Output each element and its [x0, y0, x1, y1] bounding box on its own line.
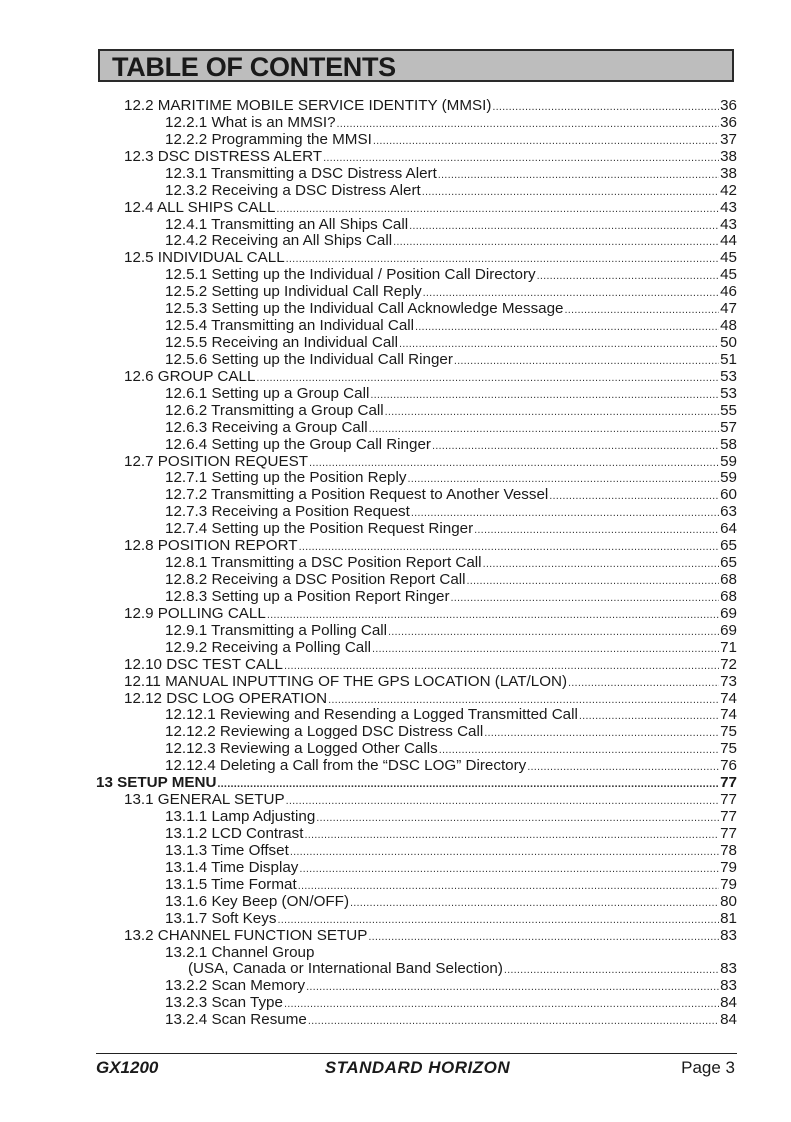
toc-entry-page: 77: [720, 791, 737, 809]
toc-leader-dots: [409, 220, 719, 233]
toc-entry-page: 36: [720, 113, 737, 131]
toc-entry[interactable]: [165, 351, 737, 368]
toc-leader-dots: [290, 846, 719, 859]
toc-entry-title: 12.5.6 Setting up the Individual Call Ringer: [165, 350, 453, 368]
toc-entry-page: 64: [720, 520, 737, 538]
toc-leader-dots: [372, 643, 719, 656]
toc-leader-dots: [306, 981, 719, 994]
toc-entry-page: 42: [720, 181, 737, 199]
toc-entry[interactable]: [165, 317, 737, 334]
toc-leader-dots: [439, 744, 719, 757]
toc-entry[interactable]: [124, 199, 737, 216]
toc-entry-page: 74: [720, 706, 737, 724]
toc-entry-title: 12.2.1 What is an MMSI?: [165, 113, 336, 131]
toc-entry[interactable]: [165, 588, 737, 605]
toc-entry[interactable]: [165, 977, 737, 994]
toc-leader-dots: [568, 677, 719, 690]
toc-entry-title: 12.3.1 Transmitting a DSC Distress Alert: [165, 164, 437, 182]
toc-entry[interactable]: [124, 148, 737, 165]
toc-entry[interactable]: [124, 791, 737, 808]
toc-entry[interactable]: [165, 740, 737, 757]
toc-entry[interactable]: [124, 537, 737, 554]
toc-entry-title: 12.2.2 Programming the MMSI: [165, 130, 372, 148]
toc-leader-dots: [537, 270, 719, 283]
toc-entry-title: 12.6.3 Receiving a Group Call: [165, 418, 368, 436]
toc-entry-title: 13.1.7 Soft Keys: [165, 909, 277, 927]
toc-entry-title: 12.10 DSC TEST CALL: [124, 655, 283, 673]
toc-leader-dots: [399, 338, 719, 351]
toc-entry-title: 12.7.3 Receiving a Position Request: [165, 503, 410, 521]
toc-leader-dots: [467, 575, 720, 588]
footer-divider: [96, 1053, 737, 1054]
toc-entry-title: 12.12.1 Reviewing and Resending a Logged Transmitted Call: [165, 706, 578, 724]
toc-entry-title: 12.5 INDIVIDUAL CALL: [124, 249, 285, 267]
toc-entry[interactable]: [165, 436, 737, 453]
toc-entry-page: 71: [720, 638, 737, 656]
toc-leader-dots: [323, 152, 719, 165]
toc-entry[interactable]: [188, 960, 737, 977]
toc-entry-title: 13.1 GENERAL SETUP: [124, 791, 285, 809]
toc-leader-dots: [373, 135, 719, 148]
toc-entry-page: 65: [720, 537, 737, 555]
toc-entry[interactable]: [165, 571, 737, 588]
toc-entry-page: 83: [720, 926, 737, 944]
toc-entry[interactable]: [124, 453, 737, 470]
toc-entry[interactable]: [124, 927, 737, 944]
toc-leader-dots: [492, 101, 719, 114]
toc-entry-title: 12.9.1 Transmitting a Polling Call: [165, 621, 388, 639]
toc-entry-title: 12.9.2 Receiving a Polling Call: [165, 638, 371, 656]
toc-leader-dots: [393, 236, 719, 249]
toc-entry-title: 12.7 POSITION REQUEST: [124, 452, 308, 470]
toc-entry[interactable]: [165, 893, 737, 910]
toc-entry-title: 12.7.1 Setting up the Position Reply: [165, 469, 407, 487]
toc-entry-title: 12.8.1 Transmitting a DSC Position Report Call: [165, 554, 482, 572]
toc-leader-dots: [350, 897, 719, 910]
toc-entry-page: 59: [720, 469, 737, 487]
toc-entry[interactable]: [165, 859, 737, 876]
toc-entry-title: 12.7.4 Setting up the Position Request Ringer: [165, 520, 474, 538]
toc-entry[interactable]: [165, 825, 737, 842]
toc-entry[interactable]: [124, 249, 737, 266]
footer-model: GX1200: [96, 1058, 159, 1077]
toc-entry[interactable]: [165, 334, 737, 351]
toc-entry[interactable]: [165, 266, 737, 283]
toc-leader-dots: [309, 457, 719, 470]
toc-entry-page: 45: [720, 266, 737, 284]
toc-entry[interactable]: [165, 283, 737, 300]
toc-entry[interactable]: [165, 622, 737, 639]
toc-entry-page: 79: [720, 858, 737, 876]
toc-leader-dots: [368, 931, 719, 944]
toc-entry-page: 53: [720, 367, 737, 385]
toc-entry-page: 53: [720, 384, 737, 402]
toc-entry-title: 12.2 MARITIME MOBILE SERVICE IDENTITY (MMSI): [124, 97, 492, 114]
toc-entry-title: 13.1.5 Time Format: [165, 875, 297, 893]
toc-entry[interactable]: [165, 520, 737, 537]
toc-leader-dots: [432, 440, 719, 453]
toc-entry-title: 12.4.1 Transmitting an All Ships Call: [165, 215, 409, 233]
toc-entry[interactable]: [165, 994, 737, 1011]
toc-leader-dots: [484, 727, 719, 740]
toc-entry[interactable]: [165, 910, 737, 927]
toc-entry-title: 13 SETUP MENU: [96, 774, 217, 792]
toc-leader-dots: [451, 592, 720, 605]
toc-leader-dots: [308, 1015, 719, 1028]
toc-entry-page: 75: [720, 723, 737, 741]
toc-entry-page: 77: [720, 774, 737, 792]
toc-entry-title: (USA, Canada or International Band Selection): [188, 960, 503, 978]
toc-entry-title: 12.4.2 Receiving an All Ships Call: [165, 232, 393, 250]
toc-entry-page: 68: [720, 587, 737, 605]
toc-entry-title: 12.6.4 Setting up the Group Call Ringer: [165, 435, 431, 453]
toc-entry-page: 63: [720, 503, 737, 521]
toc-leader-dots: [286, 795, 719, 808]
toc-entry-title: 12.12.4 Deleting a Call from the “DSC LOG” Directory: [165, 757, 527, 775]
toc-entry-title: 12.9 POLLING CALL: [124, 604, 266, 622]
footer-brand-logo: STANDARD HORIZON: [300, 1058, 535, 1078]
toc-entry-page: 75: [720, 740, 737, 758]
toc-entry-page: 74: [720, 689, 737, 707]
toc-entry-title: 12.5.2 Setting up Individual Call Reply: [165, 283, 422, 301]
toc-leader-dots: [504, 964, 719, 977]
toc-entry[interactable]: [124, 690, 737, 707]
toc-entry-page: 65: [720, 554, 737, 572]
toc-entry-title: 13.2.4 Scan Resume: [165, 1011, 307, 1029]
toc-leader-dots: [527, 761, 719, 774]
toc-entry-page: 57: [720, 418, 737, 436]
toc-entry-page: 72: [720, 655, 737, 673]
toc-entry-page: 68: [720, 571, 737, 589]
toc-entry[interactable]: [165, 639, 737, 656]
toc-entry-title: 12.8 POSITION REPORT: [124, 537, 298, 555]
toc-leader-dots: [286, 253, 719, 266]
toc-entry-page: 83: [720, 960, 737, 978]
toc-entry-title: 12.5.5 Receiving an Individual Call: [165, 334, 399, 352]
toc-entry-page: 80: [720, 892, 737, 910]
toc-entry-page: 83: [720, 977, 737, 995]
toc-entry[interactable]: [165, 842, 737, 859]
toc-leader-dots: [422, 186, 719, 199]
toc-entry[interactable]: [165, 419, 737, 436]
toc-entry[interactable]: [165, 706, 737, 723]
toc-entry[interactable]: [165, 385, 737, 402]
toc-entry[interactable]: [165, 944, 737, 961]
toc-leader-dots: [298, 880, 719, 893]
toc-entry-page: 44: [720, 232, 737, 250]
toc-entry-page: 43: [720, 215, 737, 233]
toc-entry[interactable]: [165, 723, 737, 740]
toc-entry-title: 13.1.6 Key Beep (ON/OFF): [165, 892, 350, 910]
toc-entry[interactable]: [165, 216, 737, 233]
toc-leader-dots: [299, 541, 720, 554]
toc-entry-page: 38: [720, 164, 737, 182]
toc-entry-page: 46: [720, 283, 737, 301]
page-title: TABLE OF CONTENTS: [112, 52, 396, 82]
toc-entry[interactable]: [165, 876, 737, 893]
toc-entry-title: 12.5.4 Transmitting an Individual Call: [165, 317, 415, 335]
toc-entry-page: 78: [720, 841, 737, 859]
toc-entry-page: 84: [720, 1011, 737, 1029]
toc-leader-dots: [328, 694, 719, 707]
toc-entry-page: 81: [720, 909, 737, 927]
toc-entry-title: 13.2.1 Channel Group: [165, 943, 315, 961]
toc-entry-title: 12.11 MANUAL INPUTTING OF THE GPS LOCATION (LAT/LON): [124, 672, 568, 690]
toc-entry-title: 13.2 CHANNEL FUNCTION SETUP: [124, 926, 368, 944]
toc-entry[interactable]: [165, 402, 737, 419]
toc-entry-page: 45: [720, 249, 737, 267]
toc-leader-dots: [423, 287, 719, 300]
toc-leader-dots: [407, 473, 719, 486]
toc-leader-dots: [474, 524, 719, 537]
toc-leader-dots: [370, 389, 719, 402]
toc-entry[interactable]: [124, 368, 737, 385]
toc-leader-dots: [337, 118, 720, 131]
toc-entry-title: 12.6 GROUP CALL: [124, 367, 256, 385]
toc-leader-dots: [369, 423, 719, 436]
toc-entry[interactable]: [165, 808, 737, 825]
toc-entry[interactable]: [96, 774, 737, 791]
toc-leader-dots: [483, 558, 720, 571]
toc-entry[interactable]: [165, 503, 737, 520]
toc-entry[interactable]: [124, 673, 737, 690]
toc-entry-title: 13.1.2 LCD Contrast: [165, 824, 304, 842]
toc-entry-title: 12.6.2 Transmitting a Group Call: [165, 401, 384, 419]
toc-entry-title: 13.1.4 Time Display: [165, 858, 299, 876]
toc-leader-dots: [565, 304, 720, 317]
toc-leader-dots: [454, 355, 719, 368]
toc-leader-dots: [549, 490, 719, 503]
toc-entry-page: 58: [720, 435, 737, 453]
toc-entry-page: 47: [720, 300, 737, 318]
toc-entry[interactable]: [165, 182, 737, 199]
toc-leader-dots: [276, 203, 719, 216]
toc-entry-title: 13.1.1 Lamp Adjusting: [165, 808, 316, 826]
toc-leader-dots: [388, 626, 719, 639]
toc-leader-dots: [415, 321, 719, 334]
toc-entry-title: 12.5.1 Setting up the Individual / Position Call Directory: [165, 266, 536, 284]
toc-entry-title: 12.6.1 Setting up a Group Call: [165, 384, 370, 402]
toc-title-box: [98, 49, 734, 82]
toc-entry-page: 77: [720, 824, 737, 842]
toc-leader-dots: [277, 914, 719, 927]
toc-entry-page: 37: [720, 130, 737, 148]
toc-entry-title: 12.8.3 Setting up a Position Report Ringer: [165, 587, 450, 605]
toc-entry-page: 43: [720, 198, 737, 216]
toc-entry-page: 38: [720, 147, 737, 165]
toc-leader-dots: [304, 829, 719, 842]
toc-entry-page: 36: [720, 97, 737, 114]
toc-entry-title: 13.2.2 Scan Memory: [165, 977, 306, 995]
toc-entry-page: 77: [720, 808, 737, 826]
toc-leader-dots: [284, 998, 719, 1011]
toc-entry-title: 12.5.3 Setting up the Individual Call Acknowledge Message: [165, 300, 564, 318]
toc-leader-dots: [411, 507, 719, 520]
toc-leader-dots: [267, 609, 719, 622]
toc-leader-dots: [299, 863, 719, 876]
toc-leader-dots: [284, 660, 719, 673]
toc-entry[interactable]: [165, 1011, 737, 1028]
toc-entry-page: 73: [720, 672, 737, 690]
toc-entry-title: 12.3 DSC DISTRESS ALERT: [124, 147, 323, 165]
toc-leader-dots: [438, 169, 719, 182]
toc-entry-title: 13.2.3 Scan Type: [165, 994, 283, 1012]
toc-entry[interactable]: [124, 656, 737, 673]
toc-entry[interactable]: [165, 469, 737, 486]
toc-entry-page: 79: [720, 875, 737, 893]
toc-entry-page: 55: [720, 401, 737, 419]
toc-entry[interactable]: [124, 605, 737, 622]
toc-entry-page: 76: [720, 757, 737, 775]
toc-entry[interactable]: [165, 232, 737, 249]
toc-entry-page: 84: [720, 994, 737, 1012]
toc-entry[interactable]: [165, 131, 737, 148]
toc-entry-page: 51: [720, 350, 737, 368]
toc-entry-title: 12.12 DSC LOG OPERATION: [124, 689, 328, 707]
toc-entry-title: 12.7.2 Transmitting a Position Request to Another Vessel: [165, 486, 549, 504]
toc-entry-title: 12.8.2 Receiving a DSC Position Report Call: [165, 571, 466, 589]
toc-leader-dots: [256, 372, 719, 385]
toc-entry-page: 60: [720, 486, 737, 504]
toc-entry-page: 69: [720, 604, 737, 622]
toc-entry-page: 50: [720, 334, 737, 352]
toc-entry-page: 48: [720, 317, 737, 335]
toc-entry-title: 12.3.2 Receiving a DSC Distress Alert: [165, 181, 421, 199]
toc-entry[interactable]: [165, 114, 737, 131]
toc-entry-title: 12.12.3 Reviewing a Logged Other Calls: [165, 740, 438, 758]
toc-entry-page: 59: [720, 452, 737, 470]
toc-entry[interactable]: [165, 757, 737, 774]
toc-leader-dots: [579, 710, 719, 723]
toc-entry[interactable]: [165, 486, 737, 503]
toc-leader-dots: [385, 406, 719, 419]
toc-leader-dots: [316, 812, 719, 825]
toc-entry-title: 12.12.2 Reviewing a Logged DSC Distress Call: [165, 723, 484, 741]
toc-entry-page: 69: [720, 621, 737, 639]
toc-leader-dots: [217, 778, 719, 791]
toc-entry[interactable]: [165, 165, 737, 182]
toc-entry[interactable]: [124, 97, 737, 114]
footer-page-number: Page 3: [681, 1058, 735, 1077]
toc-entry[interactable]: [165, 554, 737, 571]
toc-entry-title: 12.4 ALL SHIPS CALL: [124, 198, 276, 216]
toc-entry-title: 13.1.3 Time Offset: [165, 841, 289, 859]
toc-entry[interactable]: [165, 300, 737, 317]
